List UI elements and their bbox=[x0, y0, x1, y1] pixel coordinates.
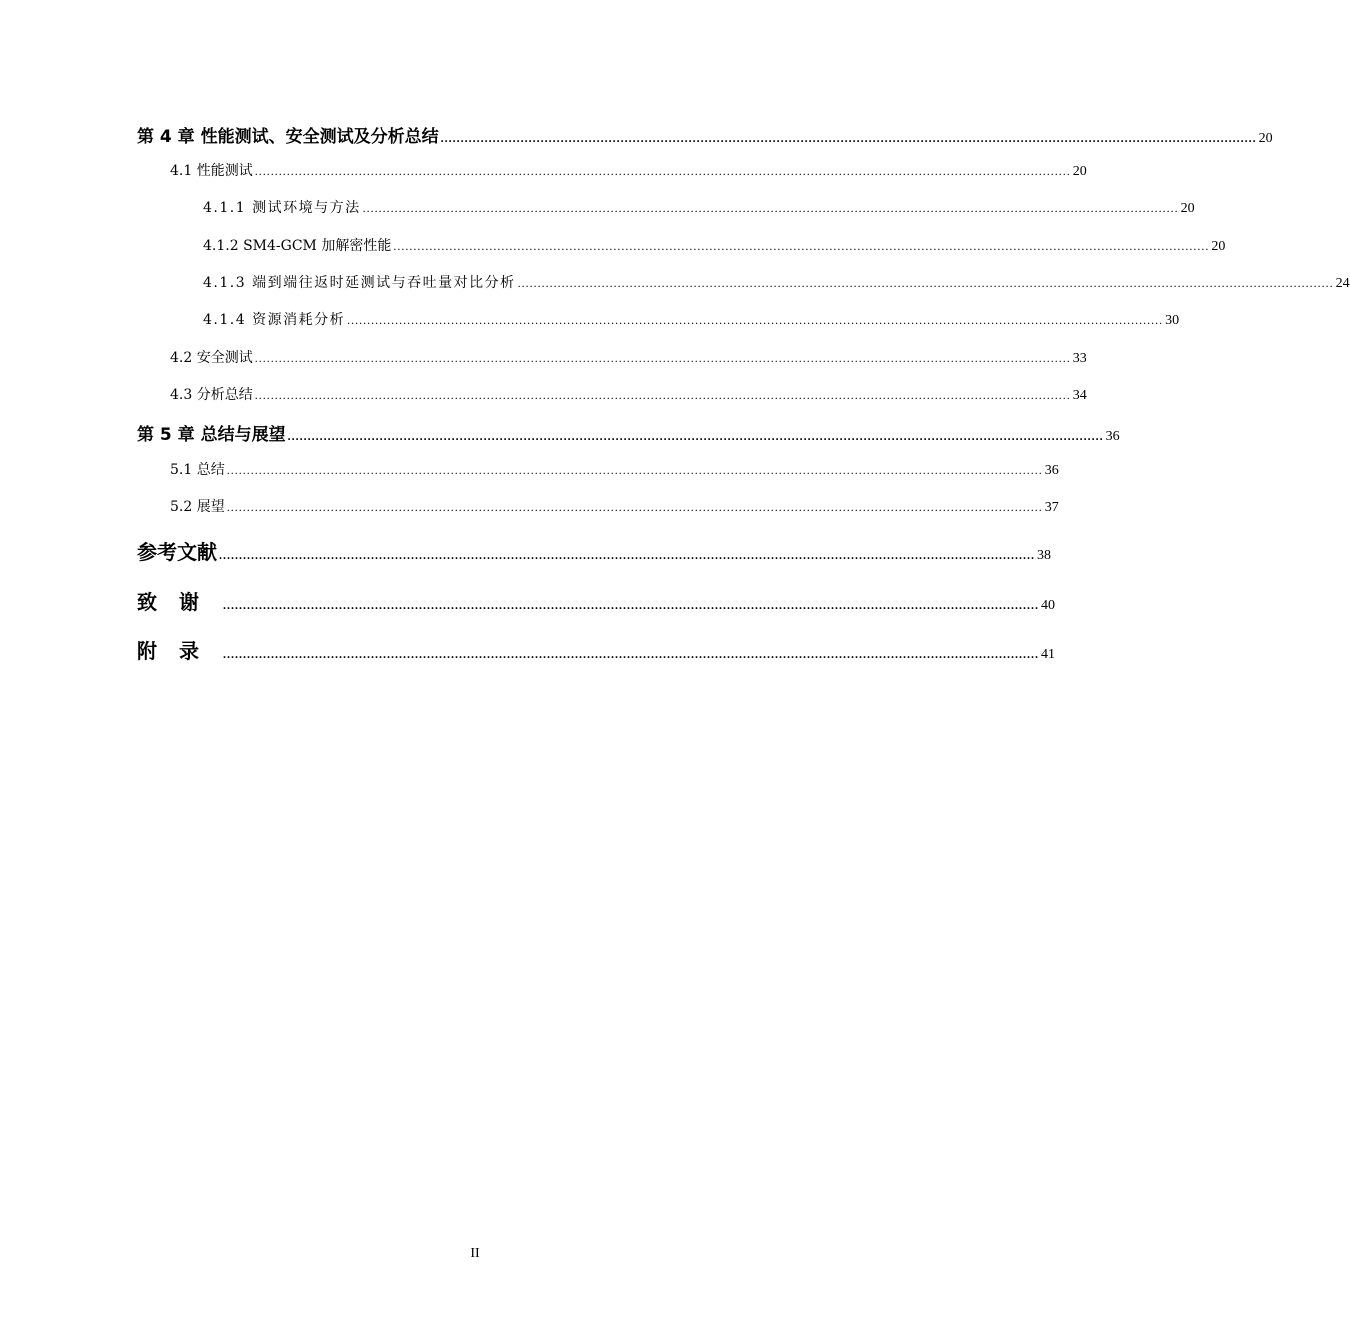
toc-leader: ............................................................................................................................................................................................................ bbox=[362, 201, 1179, 215]
toc-leader: ............................................................................................................................................................................................................ bbox=[223, 647, 1039, 661]
toc-page: 34 bbox=[1072, 388, 1087, 403]
toc-title: 4.1.4 资源消耗分析 bbox=[203, 312, 346, 328]
toc-title: 致谢 bbox=[137, 590, 221, 614]
toc-page: 33 bbox=[1072, 351, 1087, 366]
toc-title: 4.1.3 端到端往返时延测试与吞吐量对比分析 bbox=[203, 275, 516, 291]
toc-page: 36 bbox=[1105, 429, 1120, 444]
toc-entry-4-1-2[interactable] bbox=[203, 235, 1226, 255]
toc-entry-chapter-4[interactable] bbox=[137, 122, 1273, 147]
toc-entry-4-1-1[interactable] bbox=[203, 197, 1195, 217]
toc-entry-5-1[interactable] bbox=[170, 459, 1059, 479]
toc-title: 附录 bbox=[137, 639, 221, 663]
toc-leader: ............................................................................................................................................................................................................ bbox=[347, 313, 1164, 327]
toc-page: 37 bbox=[1044, 500, 1059, 515]
toc-title: 第 5 章 总结与展望 bbox=[137, 425, 286, 445]
toc-leader: ............................................................................................................................................................................................................ bbox=[393, 239, 1210, 253]
toc-page: 41 bbox=[1041, 647, 1055, 662]
toc-leader: ............................................................................................................................................................................................................ bbox=[287, 429, 1104, 443]
toc-page: 20 bbox=[1180, 201, 1195, 216]
toc-entry-4-2[interactable] bbox=[170, 347, 1087, 367]
toc-page: 38 bbox=[1037, 548, 1051, 563]
toc-title: 5.2 展望 bbox=[170, 499, 225, 515]
toc-entry-acknowledgements[interactable] bbox=[137, 586, 1055, 615]
toc-entry-chapter-5[interactable] bbox=[137, 420, 1120, 445]
toc-page: 24 bbox=[1335, 276, 1350, 291]
toc-leader: ............................................................................................................................................................................................................ bbox=[219, 548, 1035, 562]
toc-title: 4.2 安全测试 bbox=[170, 350, 253, 366]
toc-page: 36 bbox=[1044, 463, 1059, 478]
toc-entry-references[interactable] bbox=[137, 536, 1051, 565]
toc-title: 4.1.2 SM4-GCM 加解密性能 bbox=[203, 238, 392, 254]
toc-entry-4-1[interactable] bbox=[170, 160, 1087, 180]
toc-title: 4.3 分析总结 bbox=[170, 387, 253, 403]
toc-leader: ............................................................................................................................................................................................................ bbox=[226, 463, 1043, 477]
toc-leader: ............................................................................................................................................................................................................ bbox=[226, 500, 1043, 514]
toc-page: 20 bbox=[1072, 164, 1087, 179]
toc-title: 4.1.1 测试环境与方法 bbox=[203, 200, 361, 216]
toc-leader: ............................................................................................................................................................................................................ bbox=[517, 276, 1334, 290]
toc-page: 20 bbox=[1211, 239, 1226, 254]
toc-page: 30 bbox=[1165, 313, 1180, 328]
toc-page: 20 bbox=[1258, 131, 1273, 146]
toc-entry-4-1-4[interactable] bbox=[203, 309, 1180, 329]
toc-entry-4-3[interactable] bbox=[170, 384, 1087, 404]
toc-entry-4-1-3[interactable] bbox=[203, 272, 1350, 292]
toc-leader: ............................................................................................................................................................................................................ bbox=[440, 131, 1257, 145]
toc-leader: ............................................................................................................................................................................................................ bbox=[223, 598, 1039, 612]
toc-leader: ............................................................................................................................................................................................................ bbox=[254, 388, 1071, 402]
toc-entry-5-2[interactable] bbox=[170, 496, 1059, 516]
toc-page: 40 bbox=[1041, 598, 1055, 613]
toc-title: 5.1 总结 bbox=[170, 462, 225, 478]
toc-title: 4.1 性能测试 bbox=[170, 163, 253, 179]
toc-entry-appendix[interactable] bbox=[137, 635, 1055, 664]
toc-leader: ............................................................................................................................................................................................................ bbox=[254, 164, 1071, 178]
toc-title: 参考文献 bbox=[137, 540, 217, 564]
toc-leader: ............................................................................................................................................................................................................ bbox=[254, 351, 1071, 365]
toc-title: 第 4 章 性能测试、安全测试及分析总结 bbox=[137, 127, 439, 147]
page-number: II bbox=[470, 1246, 480, 1261]
